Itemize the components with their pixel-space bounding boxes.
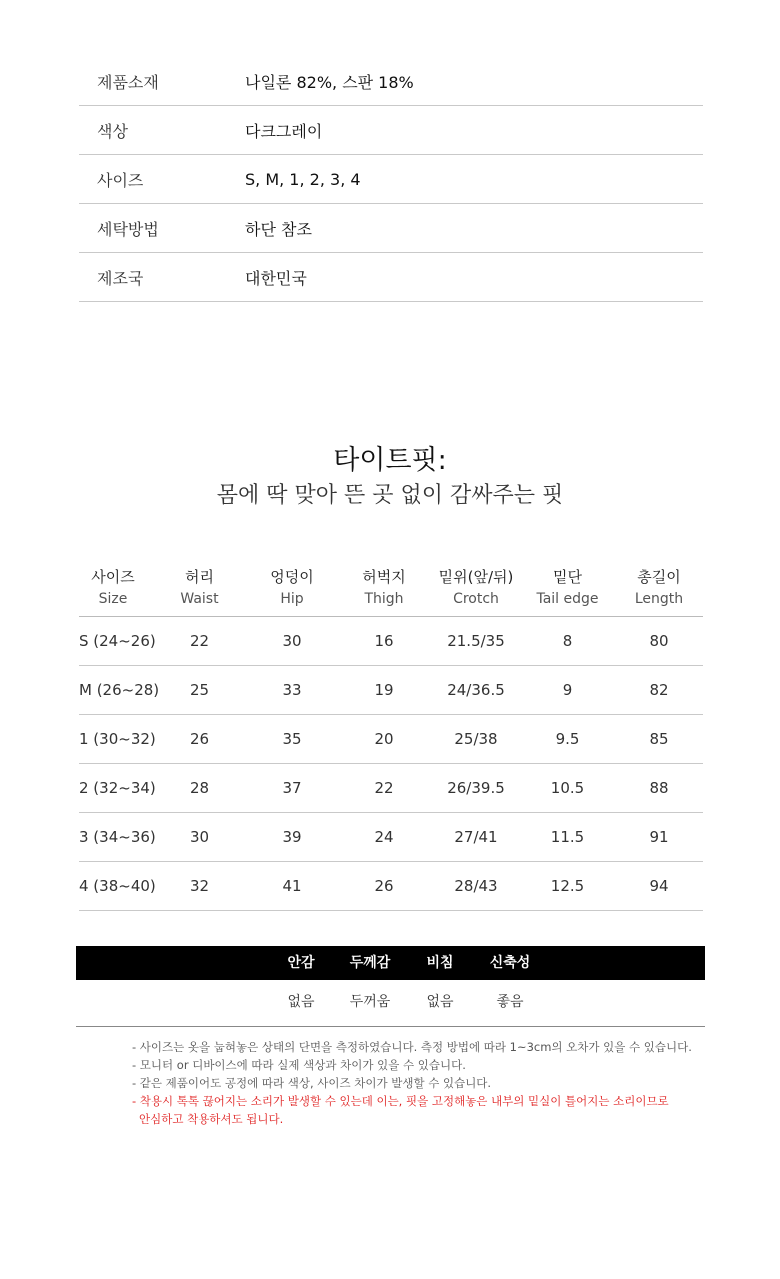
size-cell: 4 (38~40)	[79, 877, 156, 895]
table-row	[79, 617, 703, 666]
measure-cell: 94	[649, 877, 669, 895]
info-value: 다크그레이	[245, 121, 323, 141]
info-value: 하단 참조	[245, 219, 312, 239]
attribute-header-bar	[76, 946, 705, 980]
attr-value-lining: 없음	[287, 994, 315, 1010]
size-table	[79, 560, 703, 911]
info-row-color	[79, 106, 703, 155]
measure-cell: 41	[282, 877, 302, 895]
info-label: 세탁방법	[97, 219, 159, 239]
measure-cell: 25	[189, 681, 210, 699]
size-cell: 2 (32~34)	[79, 779, 156, 797]
attribute-values-row	[76, 980, 705, 1027]
note-line: - 모니터 or 디바이스에 따라 실제 색상과 차이가 있을 수 있습니다.	[132, 1058, 466, 1072]
attr-value-thickness: 두꺼움	[349, 994, 391, 1010]
measure-cell: 16	[374, 632, 394, 650]
measure-cell: 39	[282, 828, 302, 846]
table-row	[79, 715, 703, 764]
header-crotch: 밑위(앞/뒤) Crotch	[438, 568, 514, 607]
measure-cell: 11.5	[550, 828, 585, 846]
measure-cell: 22	[374, 779, 394, 797]
attr-value-transparency: 없음	[426, 994, 454, 1010]
measure-cell: 24	[374, 828, 394, 846]
measure-cell: 85	[649, 730, 669, 748]
info-row-material	[79, 57, 703, 106]
measure-cell: 25/38	[454, 730, 498, 748]
measure-cell: 12.5	[550, 877, 585, 895]
product-info-table	[79, 57, 703, 302]
attr-label-lining: 안감	[287, 955, 315, 971]
note-line: - 사이즈는 옷을 눕혀놓은 상태의 단면을 측정하였습니다. 측정 방법에 따라 1~3cm의 오차가 있을 수 있습니다.	[132, 1040, 692, 1054]
measure-cell: 80	[649, 632, 669, 650]
info-value: 대한민국	[245, 268, 307, 288]
measure-cell: 9.5	[555, 730, 580, 748]
warning-line: 안심하고 착용하셔도 됩니다.	[139, 1112, 284, 1126]
measure-cell: 30	[189, 828, 210, 846]
info-label: 제품소재	[97, 72, 159, 92]
size-cell: S (24~26)	[79, 632, 156, 650]
measure-cell: 88	[649, 779, 669, 797]
measure-cell: 27/41	[454, 828, 498, 846]
measure-cell: 28	[189, 779, 210, 797]
header-waist: 허리 Waist	[180, 568, 219, 607]
info-label: 사이즈	[97, 170, 144, 190]
measure-cell: 20	[374, 730, 394, 748]
notes	[132, 1038, 732, 1128]
measure-cell: 32	[189, 877, 210, 895]
measure-cell: 9	[562, 681, 573, 699]
header-length: 총길이 Length	[634, 568, 684, 607]
measure-cell: 10.5	[550, 779, 585, 797]
measure-cell: 82	[649, 681, 669, 699]
table-row	[79, 862, 703, 911]
measure-cell: 24/36.5	[447, 681, 505, 699]
attr-value-elasticity: 좋음	[496, 994, 524, 1010]
header-hip: 엉덩이 Hip	[270, 568, 314, 607]
info-label: 색상	[97, 121, 128, 141]
fit-title: 타이트핏:	[333, 445, 447, 476]
measure-cell: 26	[374, 877, 394, 895]
measure-cell: 33	[282, 681, 302, 699]
info-value: 나일론 82%, 스판 18%	[245, 72, 414, 92]
attr-label-transparency: 비침	[426, 955, 454, 971]
size-cell: 1 (30~32)	[79, 730, 156, 748]
measure-cell: 91	[649, 828, 669, 846]
info-label: 제조국	[97, 268, 144, 288]
header-tail-edge: 밑단 Tail edge	[536, 568, 599, 607]
info-row-washing	[79, 204, 703, 253]
measure-cell: 26	[189, 730, 210, 748]
table-row	[79, 764, 703, 813]
measure-cell: 22	[189, 632, 210, 650]
size-cell: 3 (34~36)	[79, 828, 156, 846]
attr-label-thickness: 두께감	[349, 955, 391, 971]
header-size: 사이즈 Size	[91, 568, 135, 607]
measure-cell: 37	[282, 779, 302, 797]
measure-cell: 28/43	[454, 877, 498, 895]
table-row	[79, 813, 703, 862]
measure-cell: 8	[562, 632, 573, 650]
measure-cell: 35	[282, 730, 302, 748]
info-row-origin	[79, 253, 703, 302]
fit-subtitle: 몸에 딱 맞아 뜬 곳 없이 감싸주는 핏	[216, 483, 564, 508]
note-line: - 같은 제품이어도 공정에 따라 색상, 사이즈 차이가 발생할 수 있습니다.	[132, 1076, 492, 1090]
attr-label-elasticity: 신축성	[489, 955, 531, 971]
measure-cell: 21.5/35	[447, 632, 505, 650]
size-table-header	[79, 560, 703, 617]
measure-cell: 19	[374, 681, 394, 699]
table-row	[79, 666, 703, 715]
measure-cell: 26/39.5	[447, 779, 505, 797]
size-cell: M (26~28)	[79, 681, 160, 699]
info-value: S, M, 1, 2, 3, 4	[245, 169, 361, 189]
warning-line: - 착용시 톡톡 끊어지는 소리가 발생할 수 있는데 이는, 핏을 고정해놓은 내부의 밑실이 틀어지는 소리이므로	[132, 1094, 669, 1108]
measure-cell: 30	[282, 632, 302, 650]
header-thigh: 허벅지 Thigh	[362, 568, 406, 607]
info-row-size	[79, 155, 703, 204]
